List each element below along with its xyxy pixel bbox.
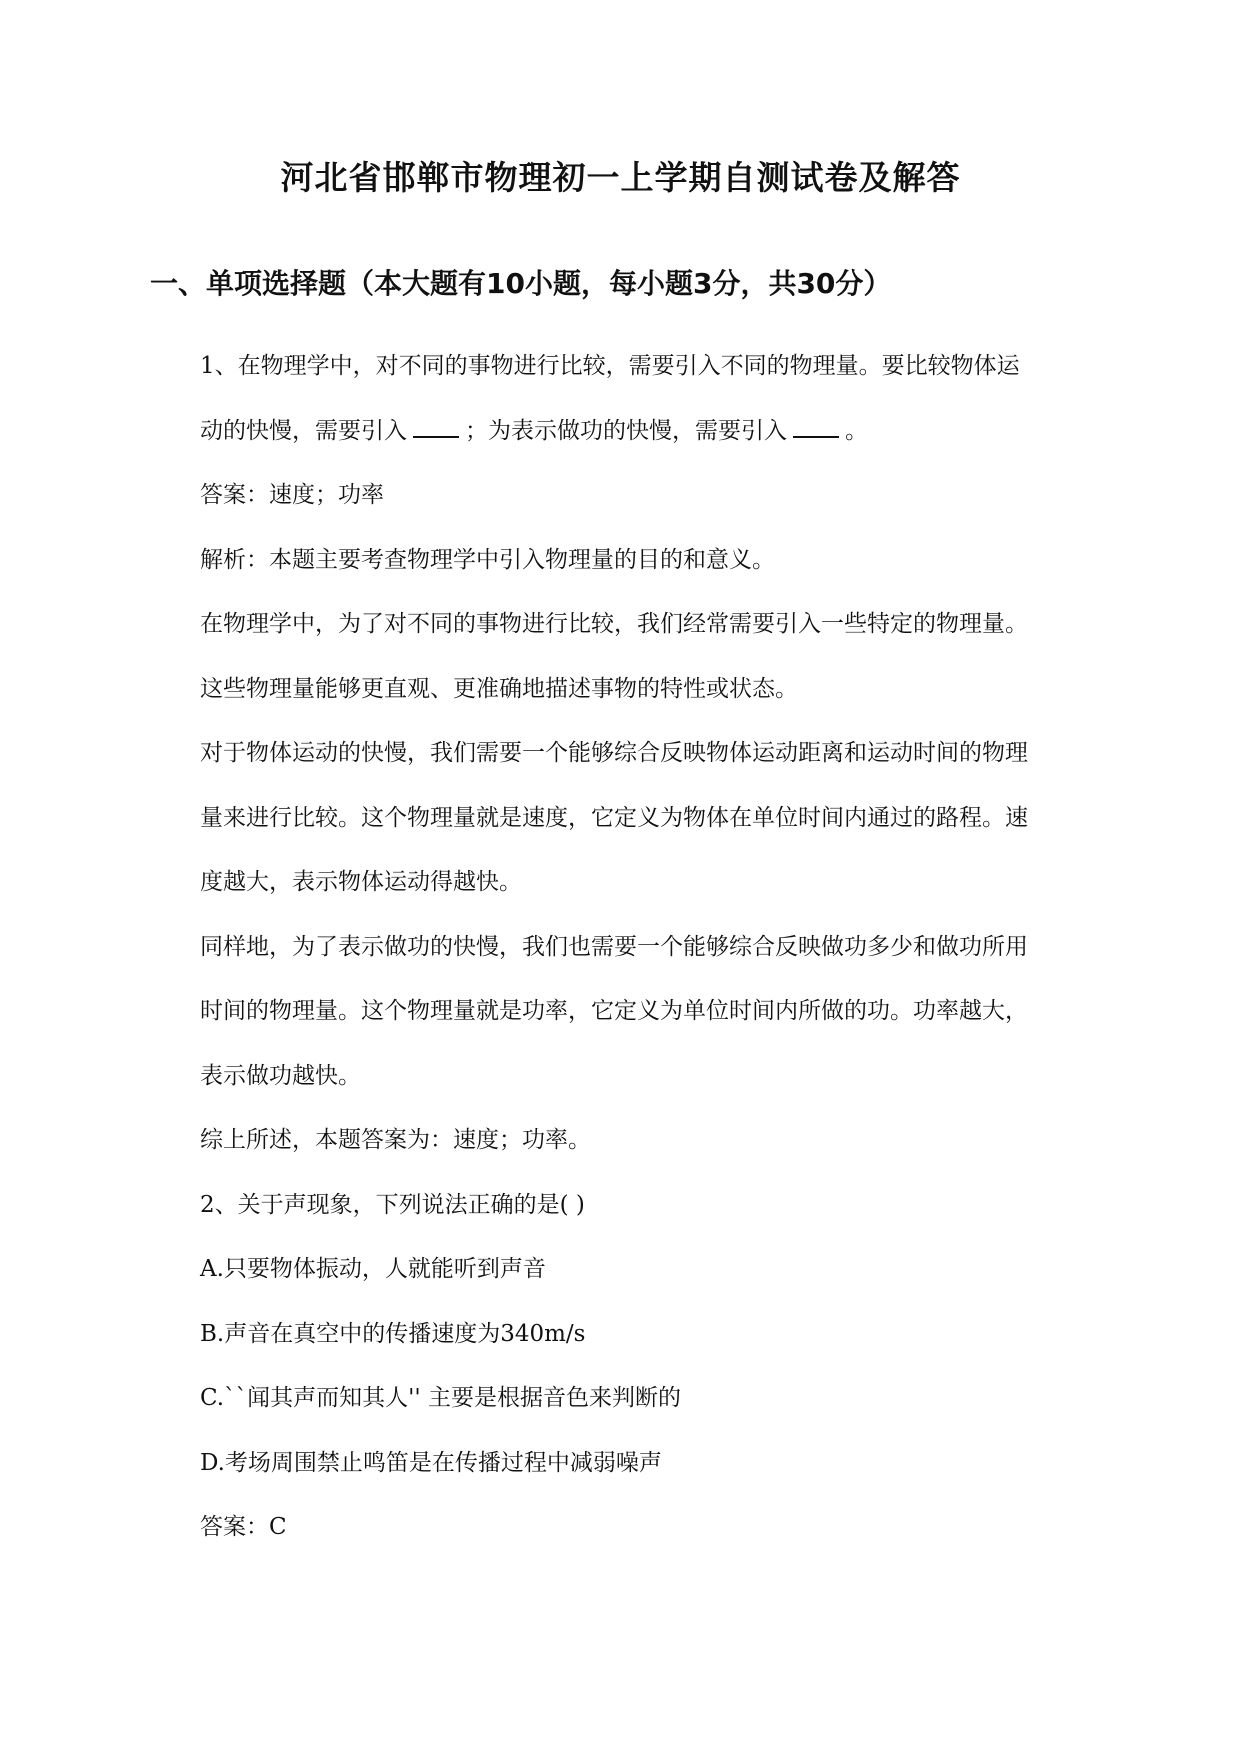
question-2-stem: 2、关于声现象，下列说法正确的是( ): [200, 1191, 585, 1218]
question-2-option-a: A.只要物体振动，人就能听到声音: [200, 1256, 546, 1282]
question-1-analysis-line: 时间的物理量。这个物理量就是功率，它定义为单位时间内所做的功。功率越大，: [200, 998, 1028, 1024]
question-1-analysis-line: 度越大，表示物体运动得越快。: [200, 869, 522, 895]
question-1-analysis-line: 在物理学中，为了对不同的事物进行比较，我们经常需要引入一些特定的物理量。: [200, 611, 1028, 637]
question-1-stem-part-a: 动的快慢，需要引入: [200, 417, 407, 444]
answer-blank-2: [793, 412, 839, 438]
question-body: [200, 346, 1100, 1572]
question-1-stem-part-c: 。: [845, 417, 868, 444]
section-heading: 一、单项选择题（本大题有10小题，每小题3分，共30分）: [150, 267, 892, 300]
question-1-stem-line-2: [200, 411, 1100, 476]
question-1-analysis-line: 量来进行比较。这个物理量就是速度，它定义为物体在单位时间内通过的路程。速: [200, 804, 1028, 831]
question-1-stem-line-1: 1、在物理学中，对不同的事物进行比较，需要引入不同的物理量。要比较物体运: [200, 353, 1020, 379]
question-1-summary: 综上所述，本题答案为：速度；功率。: [200, 1127, 591, 1153]
answer-blank-1: [413, 412, 459, 438]
question-2-answer: 答案：C: [200, 1514, 287, 1540]
question-2-option-b: B.声音在真空中的传播速度为340m/s: [200, 1320, 586, 1347]
question-1-answer: 答案：速度；功率: [200, 482, 384, 508]
question-2-option-d: D.考场周围禁止鸣笛是在传播过程中减弱噪声: [200, 1449, 662, 1476]
question-1-analysis-line: 这些物理量能够更直观、更准确地描述事物的特性或状态。: [200, 675, 798, 702]
question-1-analysis-line: 表示做功越快。: [200, 1062, 361, 1089]
question-1-analysis-line: 同样地，为了表示做功的快慢，我们也需要一个能够综合反映做功多少和做功所用: [200, 933, 1028, 960]
question-2-option-c: C.``闻其声而知其人'' 主要是根据音色来判断的: [200, 1385, 682, 1411]
document-title: 河北省邯郸市物理初一上学期自测试卷及解答: [280, 158, 961, 197]
question-1-analysis-line: 解析：本题主要考查物理学中引入物理量的目的和意义。: [200, 546, 775, 573]
question-1-analysis-line: 对于物体运动的快慢，我们需要一个能够综合反映物体运动距离和运动时间的物理: [200, 740, 1028, 766]
question-1-stem-part-b: ；为表示做功的快慢，需要引入: [465, 417, 787, 444]
